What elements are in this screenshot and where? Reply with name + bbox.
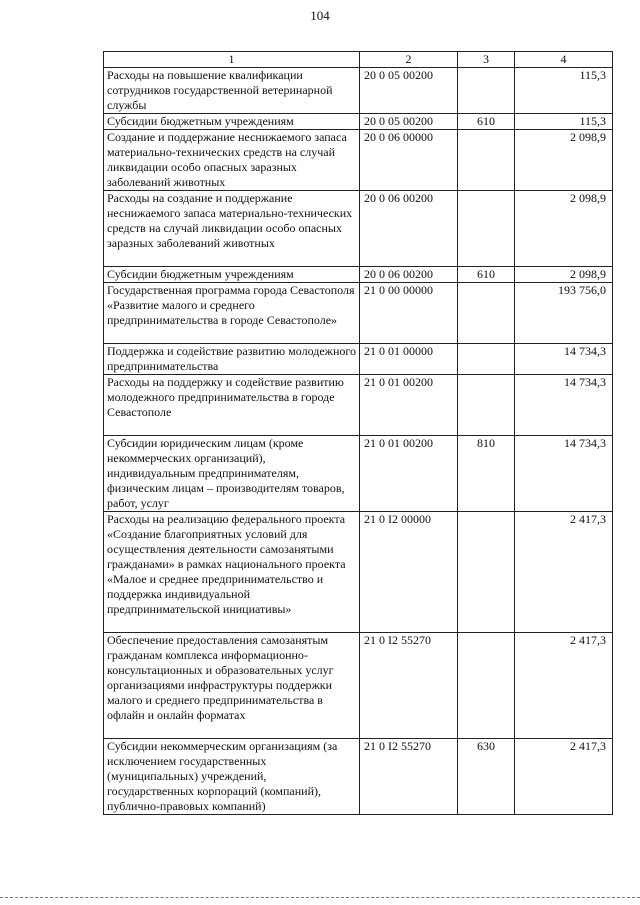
row-name: Создание и поддержание неснижаемого запаса материально-технических средств на случай ликвидации особо опасных заразных заболеваний животных: [104, 130, 360, 191]
table-row: [104, 283, 613, 344]
row-name: Субсидии юридическим лицам (кроме некоммерческих организаций), индивидуальным предпринимателям, физическим лицам – производителям товаров, работ, услуг: [104, 436, 360, 512]
row-name: Субсидии бюджетным учреждениям: [104, 114, 360, 130]
header-col-3: 3: [458, 52, 515, 68]
table-row: [104, 130, 613, 191]
row-type: [458, 512, 515, 633]
row-amount: 2 417,3: [515, 633, 613, 739]
table-row: [104, 114, 613, 130]
row-name: Расходы на поддержку и содействие развитию молодежного предпринимательства в городе Севастополе: [104, 375, 360, 436]
row-amount: 115,3: [515, 68, 613, 114]
table-row: [104, 739, 613, 815]
row-type: [458, 633, 515, 739]
row-name: Обеспечение предоставления самозанятым гражданам комплекса информационно-консультационных и образовательных услуг организациями инфраструктуры поддержки малого и среднего предпринимательства в офлайн и онлайн форматах: [104, 633, 360, 739]
row-amount: 14 734,3: [515, 344, 613, 375]
row-name: Поддержка и содействие развитию молодежного предпринимательства: [104, 344, 360, 375]
row-amount: 14 734,3: [515, 436, 613, 512]
row-name: Расходы на создание и поддержание неснижаемого запаса материально-технических средств на случай ликвидации особо опасных заразных заболеваний животных: [104, 191, 360, 267]
row-code: 20 0 05 00200: [360, 68, 458, 114]
table-row: [104, 344, 613, 375]
row-code: 21 0 I2 00000: [360, 512, 458, 633]
row-amount: 115,3: [515, 114, 613, 130]
row-code: 21 0 I2 55270: [360, 633, 458, 739]
row-amount: 2 098,9: [515, 267, 613, 283]
table-header-row: [104, 52, 613, 68]
row-type: [458, 191, 515, 267]
table-row: [104, 267, 613, 283]
row-amount: 2 417,3: [515, 739, 613, 815]
row-amount: 2 098,9: [515, 191, 613, 267]
row-type: 630: [458, 739, 515, 815]
table-row: [104, 191, 613, 267]
row-amount: 193 756,0: [515, 283, 613, 344]
row-type: 610: [458, 114, 515, 130]
row-name: Расходы на повышение квалификации сотрудников государственной ветеринарной службы: [104, 68, 360, 114]
row-amount: 14 734,3: [515, 375, 613, 436]
row-name: Субсидии бюджетным учреждениям: [104, 267, 360, 283]
row-code: 21 0 01 00000: [360, 344, 458, 375]
page-bottom-divider: [0, 897, 640, 898]
header-col-2: 2: [360, 52, 458, 68]
row-type: 610: [458, 267, 515, 283]
row-amount: 2 098,9: [515, 130, 613, 191]
row-code: 20 0 06 00200: [360, 191, 458, 267]
header-col-4: 4: [515, 52, 613, 68]
row-name: Расходы на реализацию федерального проекта «Создание благоприятных условий для осуществления деятельности самозанятыми гражданами» в рамках национального проекта «Малое и среднее предпринимательство и поддержка индивидуальной предпринимательской инициативы»: [104, 512, 360, 633]
row-name: Субсидии некоммерческим организациям (за исключением государственных (муниципальных) учреждений, государственных корпораций (компаний), публично-правовых компаний): [104, 739, 360, 815]
row-type: [458, 68, 515, 114]
row-name: Государственная программа города Севастополя «Развитие малого и среднего предпринимательства в городе Севастополе»: [104, 283, 360, 344]
row-code: 20 0 05 00200: [360, 114, 458, 130]
table-row: [104, 68, 613, 114]
table-row: [104, 512, 613, 633]
row-code: 21 0 00 00000: [360, 283, 458, 344]
row-type: [458, 344, 515, 375]
header-col-1: 1: [104, 52, 360, 68]
table-row: [104, 375, 613, 436]
row-code: 20 0 06 00000: [360, 130, 458, 191]
row-code: 21 0 I2 55270: [360, 739, 458, 815]
budget-table: [103, 51, 613, 815]
row-type: [458, 375, 515, 436]
table-row: [104, 633, 613, 739]
row-type: 810: [458, 436, 515, 512]
row-type: [458, 283, 515, 344]
row-code: 21 0 01 00200: [360, 436, 458, 512]
row-type: [458, 130, 515, 191]
page-number: 104: [310, 8, 330, 23]
table-row: [104, 436, 613, 512]
row-code: 20 0 06 00200: [360, 267, 458, 283]
row-code: 21 0 01 00200: [360, 375, 458, 436]
row-amount: 2 417,3: [515, 512, 613, 633]
